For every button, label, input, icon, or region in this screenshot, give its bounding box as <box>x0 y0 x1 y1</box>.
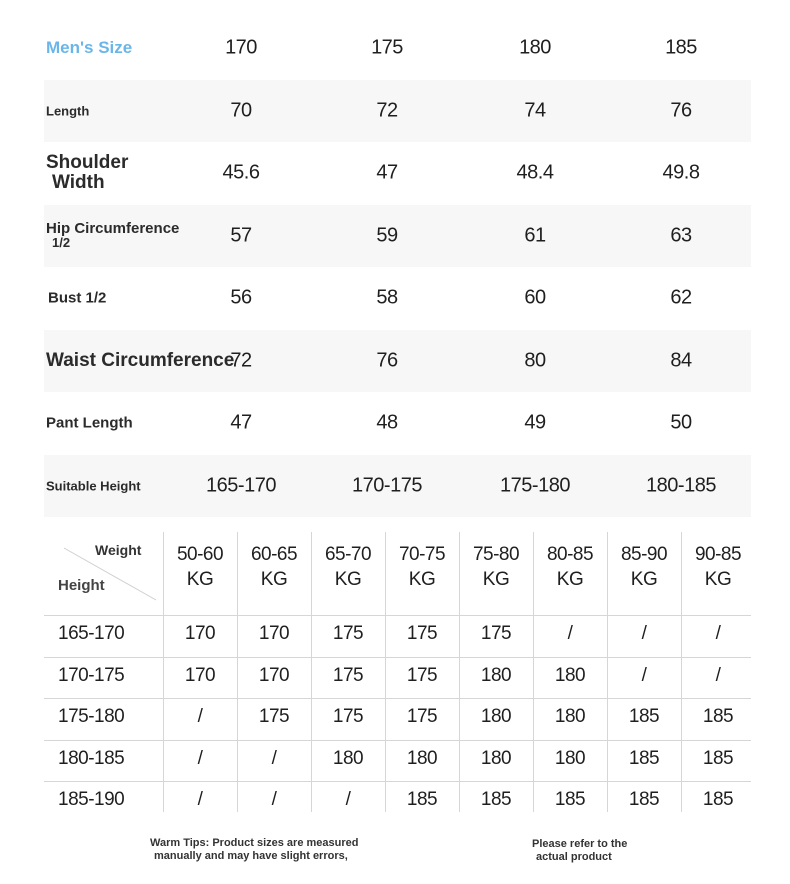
measure-value: 50 <box>670 411 692 434</box>
weight-range-header <box>237 542 311 592</box>
measure-value: 76 <box>376 349 398 372</box>
recommended-size-cell: / <box>345 789 351 810</box>
grid-row-divider <box>44 781 751 782</box>
suitable-height-row <box>44 455 751 518</box>
recommended-size-cell: 185 <box>628 747 660 769</box>
height-range-cell: 180-185 <box>58 747 125 769</box>
measure-value: 80 <box>524 349 546 372</box>
recommended-size-cell: 185 <box>628 706 660 727</box>
recommended-size-cell: / <box>715 664 721 686</box>
recommended-size-cell: 175 <box>406 623 438 644</box>
measure-value: 56 <box>230 286 252 309</box>
measure-value: 62 <box>670 286 692 309</box>
shoulder-width-label-line2: Width <box>52 172 105 194</box>
recommended-size-cell: 180 <box>332 747 364 769</box>
measure-value: 47 <box>230 411 252 434</box>
hip-circumference-label <box>46 219 180 250</box>
weight-height-grid <box>44 532 751 812</box>
warm-tips-line1: Warm Tips: Product sizes are measured <box>150 837 359 849</box>
shoulder-width-label <box>46 153 128 193</box>
measure-value: 60 <box>524 286 546 309</box>
shoulder-width-label-line1: Shoulder <box>46 152 129 174</box>
weight-unit: KG <box>630 569 658 590</box>
recommended-size-cell: 180 <box>480 706 512 727</box>
measure-value: 49.8 <box>662 161 700 184</box>
waist-circumference-row <box>44 330 751 393</box>
measure-value: 57 <box>230 224 252 247</box>
weight-range-header <box>681 542 755 592</box>
grid-row-divider <box>44 698 751 699</box>
suitable-height-label: Suitable Height <box>46 478 141 494</box>
bust-label: Bust 1/2 <box>48 289 107 307</box>
recommended-size-cell: 180 <box>554 706 586 727</box>
recommended-size-cell: 175 <box>332 623 364 644</box>
weight-unit: KG <box>556 569 584 590</box>
recommended-size-cell: 180 <box>554 664 586 686</box>
recommended-size-cell: 185 <box>702 706 734 727</box>
refer-product-line1: Please refer to the <box>532 838 628 850</box>
pant-length-label: Pant Length <box>46 414 133 432</box>
height-range-cell: 175-180 <box>58 706 125 727</box>
height-range-cell: 170-175 <box>58 664 125 686</box>
recommended-size-cell: 175 <box>332 706 364 727</box>
measure-value: 63 <box>670 224 692 247</box>
recommended-size-cell: 175 <box>258 706 290 727</box>
weight-unit: KG <box>482 569 510 590</box>
hip-circumference-label-line1: Hip Circumference <box>46 219 180 237</box>
recommended-size-cell: / <box>271 747 277 769</box>
measure-value: 84 <box>670 349 692 372</box>
height-range-value: 170-175 <box>352 474 422 497</box>
recommended-size-cell: 170 <box>184 664 216 686</box>
height-range-value: 180-185 <box>646 474 716 497</box>
measure-value: 74 <box>524 99 546 122</box>
recommended-size-cell: 175 <box>406 706 438 727</box>
length-row <box>44 80 751 143</box>
weight-unit: KG <box>260 569 288 590</box>
measure-value: 76 <box>670 99 692 122</box>
weight-range: 60-65 <box>250 544 298 565</box>
recommended-size-cell: 185 <box>628 789 660 810</box>
recommended-size-cell: / <box>197 789 203 810</box>
warm-tips-note <box>150 837 358 863</box>
measure-value: 48.4 <box>516 161 554 184</box>
recommended-size-cell: / <box>567 623 573 644</box>
measure-value: 61 <box>524 224 546 247</box>
weight-range: 80-85 <box>546 544 594 565</box>
weight-range-header <box>385 542 459 592</box>
measure-value: 45.6 <box>222 161 260 184</box>
weight-range-header <box>311 542 385 592</box>
weight-range: 50-60 <box>176 544 224 565</box>
weight-unit: KG <box>334 569 362 590</box>
grid-row-divider <box>44 615 751 616</box>
waist-circumference-label: Waist Circumference <box>46 349 235 371</box>
measure-value: 72 <box>230 349 252 372</box>
weight-unit: KG <box>408 569 436 590</box>
mens-size-label: Men's Size <box>46 38 133 58</box>
measure-value: 70 <box>230 99 252 122</box>
recommended-size-cell: / <box>271 789 277 810</box>
recommended-size-cell: 175 <box>480 623 512 644</box>
recommended-size-cell: / <box>715 623 721 644</box>
refer-product-line2: actual product <box>536 851 612 863</box>
recommended-size-cell: 180 <box>554 747 586 769</box>
shoulder-width-row <box>44 142 751 205</box>
hip-circumference-label-line2: 1/2 <box>52 234 71 250</box>
size-value: 185 <box>665 36 697 59</box>
recommended-size-cell: / <box>197 706 203 727</box>
size-value: 180 <box>519 36 551 59</box>
height-range-value: 165-170 <box>206 474 276 497</box>
weight-range-header <box>163 542 237 592</box>
weight-range: 85-90 <box>620 544 668 565</box>
weight-unit: KG <box>186 569 214 590</box>
pant-length-row <box>44 392 751 455</box>
weight-range-header <box>607 542 681 592</box>
weight-range-header <box>459 542 533 592</box>
size-header-row <box>44 17 751 80</box>
recommended-size-cell: 185 <box>702 747 734 769</box>
recommended-size-cell: 180 <box>480 747 512 769</box>
hip-circumference-row <box>44 205 751 268</box>
grid-row-divider <box>44 740 751 741</box>
grid-corner-cell <box>44 532 163 615</box>
recommended-size-cell: 185 <box>554 789 586 810</box>
length-label: Length <box>46 103 90 119</box>
height-axis-label: Height <box>58 577 105 594</box>
measure-value: 72 <box>376 99 398 122</box>
weight-range: 70-75 <box>398 544 446 565</box>
weight-range: 75-80 <box>472 544 520 565</box>
weight-range: 90-85 <box>694 544 742 565</box>
recommended-size-cell: 185 <box>702 789 734 810</box>
refer-product-note <box>532 838 627 864</box>
recommended-size-cell: 170 <box>258 623 290 644</box>
recommended-size-cell: 185 <box>406 789 438 810</box>
recommended-size-cell: / <box>197 747 203 769</box>
recommended-size-cell: 185 <box>480 789 512 810</box>
measure-value: 48 <box>376 411 398 434</box>
recommended-size-cell: 180 <box>480 664 512 686</box>
size-value: 175 <box>371 36 403 59</box>
bust-row <box>44 267 751 330</box>
recommended-size-cell: 175 <box>332 664 364 686</box>
recommended-size-cell: 175 <box>406 664 438 686</box>
weight-range-header <box>533 542 607 592</box>
measure-value: 49 <box>524 411 546 434</box>
recommended-size-cell: / <box>641 664 647 686</box>
recommended-size-cell: / <box>641 623 647 644</box>
weight-range: 65-70 <box>324 544 372 565</box>
size-value: 170 <box>225 36 257 59</box>
measure-value: 47 <box>376 161 398 184</box>
height-range-value: 175-180 <box>500 474 570 497</box>
recommended-size-cell: 170 <box>184 623 216 644</box>
weight-axis-label: Weight <box>95 542 142 558</box>
size-table <box>44 17 751 517</box>
height-range-cell: 165-170 <box>58 623 125 644</box>
recommended-size-cell: 170 <box>258 664 290 686</box>
measure-value: 59 <box>376 224 398 247</box>
weight-unit: KG <box>704 569 732 590</box>
warm-tips-line2: manually and may have slight errors, <box>154 850 348 862</box>
height-range-cell: 185-190 <box>58 789 125 810</box>
grid-row-divider <box>44 657 751 658</box>
measure-value: 58 <box>376 286 398 309</box>
recommended-size-cell: 180 <box>406 747 438 769</box>
